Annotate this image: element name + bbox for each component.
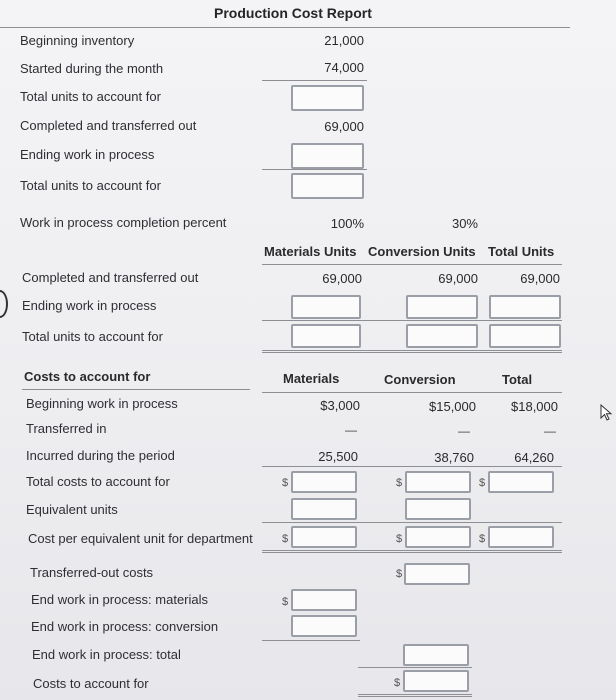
equiv-ending-total-input[interactable] xyxy=(489,295,561,319)
total-units2-input[interactable] xyxy=(291,173,364,199)
assigned-costs-input[interactable] xyxy=(403,670,469,692)
dollar-total-conversion: $ xyxy=(396,477,403,489)
completed-value: 69,000 xyxy=(324,119,364,134)
mouse-pointer-icon xyxy=(600,404,614,422)
total-units2-label: Total units to account for xyxy=(20,178,161,193)
ending-wip-label: Ending work in process xyxy=(20,147,155,162)
cost-per-unit-materials-input[interactable] xyxy=(291,526,357,548)
header-conversion-units: Conversion Units xyxy=(368,244,476,259)
transferred-in-total-dash: — xyxy=(544,424,556,438)
equiv-subtotal-rule xyxy=(262,320,562,321)
cost-per-unit-total-input[interactable] xyxy=(488,526,554,548)
cost-beginning-label: Beginning work in process xyxy=(26,396,178,411)
end-wip-conversion-input[interactable] xyxy=(291,615,357,637)
cursor-circle-icon xyxy=(0,290,8,318)
assigned-costs-label: Costs to account for xyxy=(33,676,149,691)
end-wip-materials-label: End work in process: materials xyxy=(31,592,209,607)
cost-incurred-materials: 25,500 xyxy=(318,449,358,464)
started-label: Started during the month xyxy=(20,61,164,76)
total-costs-materials-input[interactable] xyxy=(291,471,357,493)
completed-label: Completed and transferred out xyxy=(20,118,197,133)
cost-incurred-label: Incurred during the period xyxy=(26,448,175,463)
end-wip-total-label: End work in process: total xyxy=(32,647,181,662)
assigned-total-double-rule xyxy=(358,694,472,697)
equiv-total-total-input[interactable] xyxy=(489,324,561,348)
equiv-ending-label: Ending work in process xyxy=(22,298,157,313)
ending-wip-input[interactable] xyxy=(291,143,364,169)
costs-subtotal-rule xyxy=(262,466,562,467)
equivalent-units-rule xyxy=(262,522,562,523)
total-units-input[interactable] xyxy=(291,85,364,111)
cost-per-unit-label: Cost per equivalent unit for department xyxy=(28,531,253,546)
assigned-subtotal-rule xyxy=(358,667,472,668)
end-wip-conversion-label: End work in process: conversion xyxy=(31,619,219,634)
equiv-total-label: Total units to account for xyxy=(22,329,163,344)
dollar-cpu-materials: $ xyxy=(282,533,289,545)
materials-percent: 100% xyxy=(330,216,364,231)
units-subtotal-rule xyxy=(262,80,367,81)
equivalent-units-label: Equivalent units xyxy=(26,502,118,517)
cost-per-unit-conversion-input[interactable] xyxy=(405,526,471,548)
costs-header-rule xyxy=(262,392,562,393)
beginning-inventory-value: 21,000 xyxy=(324,33,364,48)
end-wip-rule xyxy=(262,640,360,641)
equiv-ending-conversion-input[interactable] xyxy=(406,295,478,319)
equivalent-units-conversion-input[interactable] xyxy=(405,498,471,520)
total-costs-label: Total costs to account for xyxy=(26,474,170,489)
transferred-in-materials-dash: — xyxy=(345,423,357,437)
conversion-percent: 30% xyxy=(451,216,478,231)
dollar-cpu-total: $ xyxy=(479,533,486,545)
units-total-rule xyxy=(262,169,367,170)
total-costs-conversion-input[interactable] xyxy=(405,471,471,493)
equivalent-units-materials-input[interactable] xyxy=(291,498,357,520)
cost-beginning-conversion: $15,000 xyxy=(429,399,476,414)
cost-beginning-materials: $3,000 xyxy=(320,398,360,413)
equiv-completed-conversion: 69,000 xyxy=(438,271,478,286)
header-materials-units: Materials Units xyxy=(264,244,357,259)
dollar-total-total: $ xyxy=(479,477,486,489)
equiv-total-double-rule xyxy=(262,350,562,353)
transferred-out-label: Transferred-out costs xyxy=(30,565,154,580)
dollar-assigned-costs: $ xyxy=(394,677,401,689)
dollar-cpu-conversion: $ xyxy=(396,533,403,545)
equiv-completed-materials: 69,000 xyxy=(322,271,362,286)
cost-per-unit-double-rule xyxy=(262,550,562,553)
equiv-completed-label: Completed and transferred out xyxy=(22,270,199,285)
report-title: Production Cost Report xyxy=(214,5,372,21)
beginning-inventory-label: Beginning inventory xyxy=(20,33,135,48)
costs-label-rule xyxy=(22,389,250,390)
transferred-in-conversion-dash: — xyxy=(458,424,470,438)
header-total-units: Total Units xyxy=(488,244,555,259)
completion-percent-label: Work in process completion percent xyxy=(20,215,227,230)
costs-section-label: Costs to account for xyxy=(24,369,151,384)
dollar-end-materials: $ xyxy=(282,596,289,608)
started-value: 74,000 xyxy=(324,60,364,75)
equiv-completed-total: 69,000 xyxy=(520,271,560,286)
costs-header-conversion: Conversion xyxy=(384,372,456,387)
cost-incurred-conversion: 38,760 xyxy=(434,450,474,465)
equiv-total-conversion-input[interactable] xyxy=(406,324,478,348)
costs-header-materials: Materials xyxy=(283,371,340,386)
transferred-out-input[interactable] xyxy=(404,563,470,585)
equiv-header-rule xyxy=(262,264,562,265)
end-wip-total-input[interactable] xyxy=(403,644,469,666)
total-costs-total-input[interactable] xyxy=(488,471,554,493)
cost-transferred-in-label: Transferred in xyxy=(26,421,107,436)
title-rule xyxy=(0,27,570,28)
equiv-ending-materials-input[interactable] xyxy=(291,295,361,319)
dollar-transferred-out: $ xyxy=(396,568,403,580)
end-wip-materials-input[interactable] xyxy=(291,589,357,611)
cost-beginning-total: $18,000 xyxy=(511,399,558,414)
dollar-total-materials: $ xyxy=(282,477,289,489)
cost-incurred-total: 64,260 xyxy=(514,450,554,465)
total-units-label: Total units to account for xyxy=(20,89,161,104)
costs-header-total: Total xyxy=(502,372,533,387)
equiv-total-materials-input[interactable] xyxy=(291,324,361,348)
